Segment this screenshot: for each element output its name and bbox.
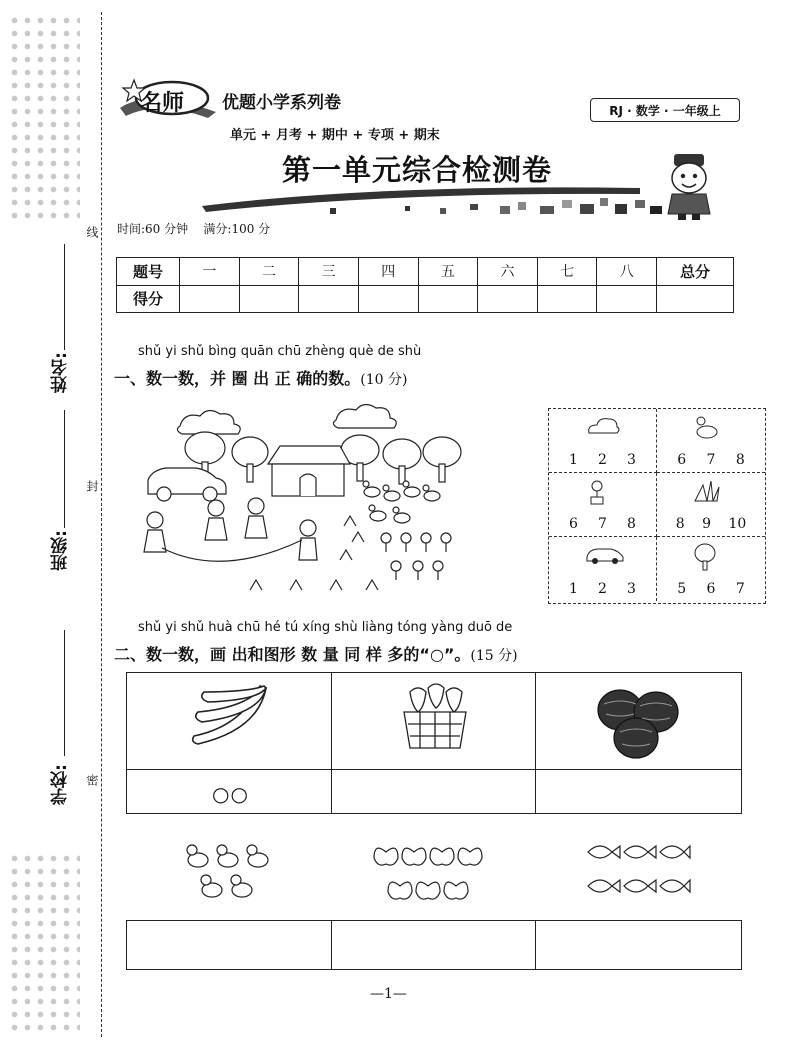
title-swoosh (200, 182, 670, 216)
option-number[interactable]: 7 (735, 581, 745, 597)
col-header: 七 (537, 258, 597, 286)
grade-tag: RJ · 数学 · 一年级上 (590, 98, 740, 122)
option-number[interactable]: 10 (728, 516, 747, 532)
answer-area-watermelon[interactable] (536, 770, 736, 810)
option-number[interactable]: 6 (569, 516, 578, 532)
name-line (64, 244, 65, 350)
class-line-top (64, 410, 65, 528)
q1-text: 一、数一数，并 圈 出 正 确的数。 (114, 369, 361, 388)
option-number[interactable]: 9 (702, 516, 711, 532)
grass-icon (693, 479, 721, 503)
col-header: 一 (180, 258, 240, 286)
cut-line (101, 12, 102, 1037)
scope-line: 单元 + 月考 + 期中 + 专项 + 期末 (230, 128, 440, 143)
q2-pinyin: shǔ yi shǔ huà chū hé tú xíng shù liàng tóng yàng duō de (138, 620, 513, 635)
answer-cell-grass (657, 473, 765, 537)
secret-mark: 密 (85, 774, 99, 786)
fish-icon (584, 838, 692, 908)
full-score: 满分:100 分 (203, 222, 271, 236)
score-cell[interactable] (239, 285, 299, 313)
total-score-cell[interactable] (657, 285, 734, 313)
col-header: 二 (239, 258, 299, 286)
time-limit: 时间:60 分钟 (117, 222, 189, 236)
option-number[interactable]: 1 (569, 452, 578, 468)
dot-pattern-bottom (8, 852, 80, 1037)
option-number[interactable]: 7 (706, 452, 716, 468)
line-mark: 线 (85, 226, 99, 238)
q2-text: 二、数一数，画 出和图形 数 量 同 样 多的“○”。 (114, 645, 471, 664)
answer-cell-duck (657, 409, 765, 473)
class-label: 班级: (51, 530, 71, 571)
chick-icon (184, 834, 274, 904)
strawberry-basket-icon (400, 682, 470, 752)
total-header: 总分 (657, 258, 734, 286)
answer-cell-flower (549, 473, 657, 537)
q2-title (114, 642, 518, 665)
page-title: 第一单元综合检测卷 (282, 153, 553, 187)
option-number[interactable]: 6 (706, 581, 716, 597)
table-row (117, 285, 734, 313)
answer-area-butterfly[interactable] (332, 922, 532, 966)
boy-mascot-icon (660, 152, 718, 222)
answer-cell-car (549, 537, 657, 601)
option-number[interactable]: 7 (598, 516, 607, 532)
answer-area-strawberry[interactable] (332, 770, 532, 810)
name-label: 姓名: (51, 352, 71, 393)
q1-scene-picture (140, 400, 470, 600)
option-number[interactable]: 8 (675, 516, 685, 532)
school-line (64, 630, 65, 756)
q2-points: (15 分) (470, 648, 518, 664)
col-header: 五 (418, 258, 478, 286)
option-number[interactable]: 5 (677, 581, 687, 597)
option-number[interactable]: 2 (598, 452, 607, 468)
butterfly-icon (372, 838, 486, 906)
row-label-question: 题号 (117, 258, 180, 286)
option-number[interactable]: 8 (735, 452, 745, 468)
answer-cell-cloud (549, 409, 657, 473)
option-number[interactable]: 2 (598, 581, 607, 597)
answer-area-chick[interactable] (128, 922, 328, 966)
col-header: 四 (358, 258, 418, 286)
score-cell[interactable] (418, 285, 478, 313)
dot-pattern-top (8, 14, 80, 224)
option-number[interactable]: 6 (677, 452, 687, 468)
answer-area-fish[interactable] (536, 922, 736, 966)
q1-answer-grid (548, 408, 766, 604)
duck-icon (693, 415, 719, 439)
seal-mark: 封 (85, 480, 99, 492)
score-cell[interactable] (597, 285, 657, 313)
tree-icon (693, 543, 717, 571)
score-cell[interactable] (358, 285, 418, 313)
watermelon-icon (594, 684, 682, 760)
brand-text: 名师 (140, 91, 185, 116)
school-label: 学校: (51, 764, 71, 805)
q1-title (114, 366, 408, 389)
table-row (117, 258, 734, 286)
option-number[interactable]: 1 (569, 581, 578, 597)
col-header: 三 (299, 258, 359, 286)
answer-cell-tree (657, 537, 765, 601)
car-icon (585, 543, 625, 565)
cloud-icon (585, 415, 621, 437)
score-cell[interactable] (180, 285, 240, 313)
banana-icon (188, 682, 272, 754)
flower-icon (585, 479, 609, 505)
score-table (116, 257, 734, 313)
page-number: —1— (370, 986, 407, 1002)
score-cell[interactable] (299, 285, 359, 313)
row-label-score: 得分 (117, 285, 180, 313)
score-cell[interactable] (478, 285, 538, 313)
exam-info (117, 220, 270, 237)
option-number[interactable]: 3 (627, 452, 636, 468)
score-cell[interactable] (537, 285, 597, 313)
option-number[interactable]: 3 (627, 581, 636, 597)
q1-pinyin: shǔ yi shǔ bìng quān chū zhèng què de shù (138, 344, 422, 359)
series-name: 优题小学系列卷 (222, 93, 341, 113)
option-number[interactable]: 8 (627, 516, 636, 532)
example-answer: ○○ (212, 782, 249, 806)
col-header: 八 (597, 258, 657, 286)
col-header: 六 (478, 258, 538, 286)
q1-points: (10 分) (360, 372, 408, 388)
